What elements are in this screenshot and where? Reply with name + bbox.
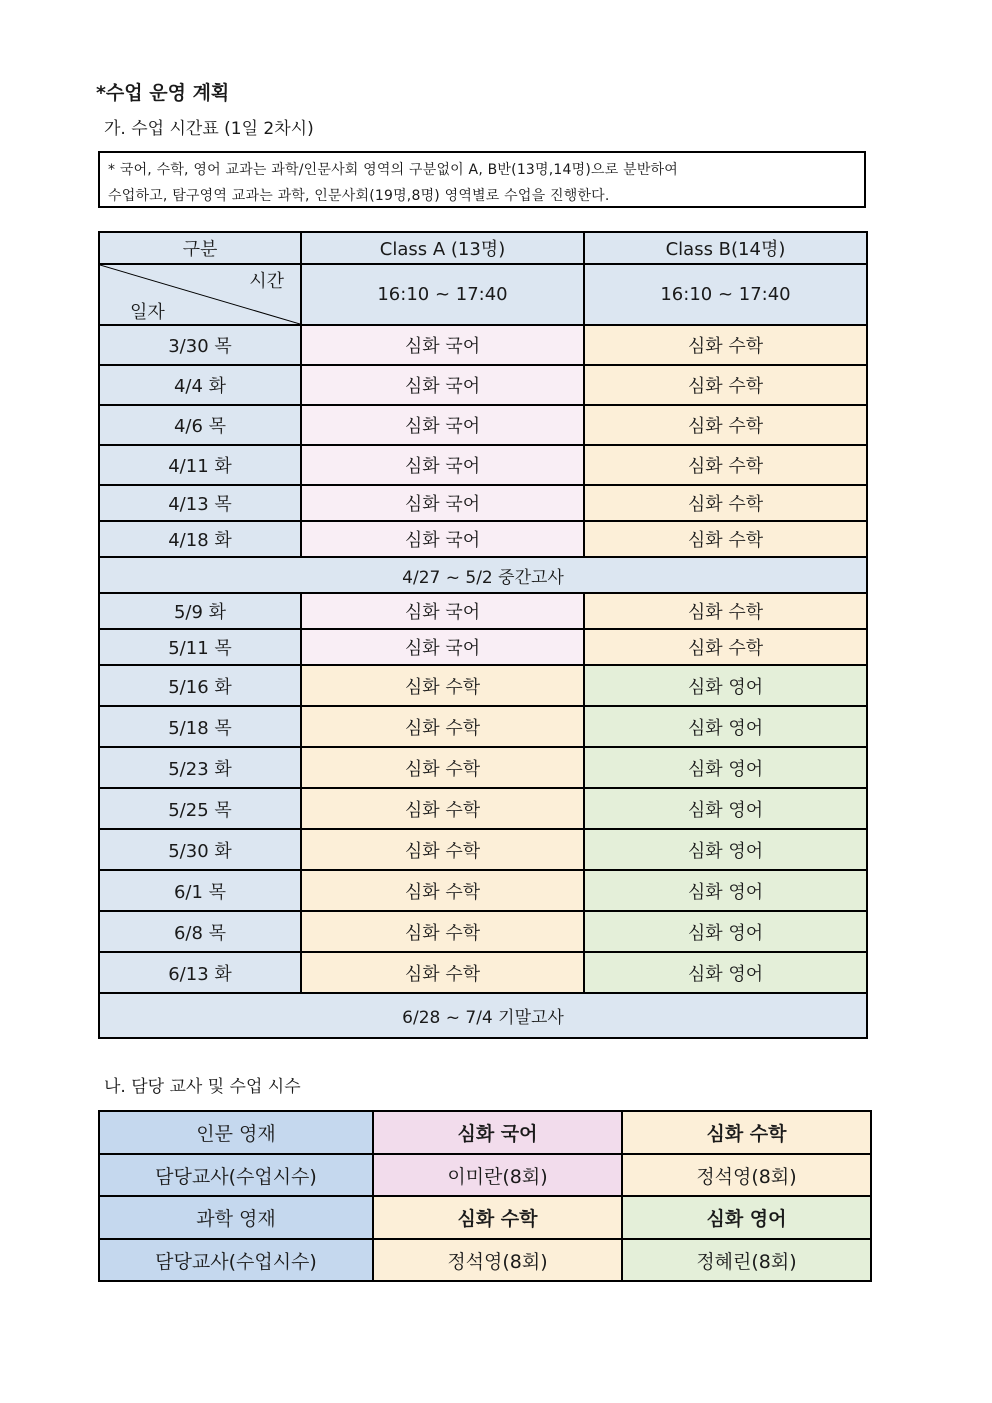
class-b-subject: 심화 영어 (584, 706, 867, 747)
class-a-subject: 심화 수학 (301, 706, 584, 747)
class-a-subject: 심화 수학 (301, 911, 584, 952)
date-cell: 5/18 목 (99, 706, 301, 747)
schedule-row (99, 365, 867, 405)
exam-period: 6/28 ~ 7/4 기말고사 (99, 993, 867, 1038)
class-b-subject: 심화 영어 (584, 747, 867, 788)
class-a-subject: 심화 국어 (301, 405, 584, 445)
class-b-subject: 심화 영어 (584, 952, 867, 993)
schedule-row (99, 706, 867, 747)
schedule-row (99, 629, 867, 665)
schedule-row (99, 788, 867, 829)
science-subject-1: 심화 수학 (373, 1196, 622, 1239)
date-cell: 4/18 화 (99, 521, 301, 557)
humanities-teacher-2: 정석영(8회) (622, 1154, 871, 1196)
exam-period: 4/27 ~ 5/2 중간고사 (99, 557, 867, 593)
class-b-subject: 심화 영어 (584, 665, 867, 706)
humanities-label: 인문 영재 (99, 1111, 373, 1154)
class-a-subject: 심화 수학 (301, 665, 584, 706)
header-class-b: Class B(14명) (584, 232, 867, 264)
class-b-subject: 심화 수학 (584, 629, 867, 665)
humanities-teacher-1: 이미란(8회) (373, 1154, 622, 1196)
class-b-subject: 심화 수학 (584, 593, 867, 629)
diag-time-label: 시간 (249, 271, 284, 292)
class-b-subject: 심화 영어 (584, 870, 867, 911)
humanities-teacher-label: 담당교사(수업시수) (99, 1154, 373, 1196)
class-a-subject: 심화 국어 (301, 445, 584, 485)
class-a-subject: 심화 국어 (301, 485, 584, 521)
schedule-row (99, 870, 867, 911)
date-cell: 5/9 화 (99, 593, 301, 629)
class-a-subject: 심화 국어 (301, 325, 584, 365)
schedule-row (99, 521, 867, 557)
class-b-subject: 심화 수학 (584, 521, 867, 557)
class-b-subject: 심화 영어 (584, 911, 867, 952)
humanities-subject-1: 심화 국어 (373, 1111, 622, 1154)
class-a-subject: 심화 국어 (301, 629, 584, 665)
time-class-b: 16:10 ~ 17:40 (584, 264, 867, 325)
schedule-row (99, 325, 867, 365)
schedule-row (99, 952, 867, 993)
diagonal-header-cell (99, 264, 301, 325)
diag-date-label: 일자 (130, 302, 165, 323)
schedule-row (99, 405, 867, 445)
time-class-a: 16:10 ~ 17:40 (301, 264, 584, 325)
date-cell: 5/16 화 (99, 665, 301, 706)
class-a-subject: 심화 수학 (301, 870, 584, 911)
note-box (98, 151, 866, 208)
date-cell: 6/8 목 (99, 911, 301, 952)
note-line-1: * 국어, 수학, 영어 교과는 과학/인문사회 영역의 구분없이 A, B반(13명,14명)으로 분반하여 (108, 162, 678, 178)
science-label: 과학 영재 (99, 1196, 373, 1239)
section-b-heading: 나. 담당 교사 및 수업 시수 (104, 1077, 301, 1097)
header-class-a: Class A (13명) (301, 232, 584, 264)
date-cell: 4/4 화 (99, 365, 301, 405)
date-cell: 4/11 화 (99, 445, 301, 485)
science-subject-2: 심화 영어 (622, 1196, 871, 1239)
class-b-subject: 심화 수학 (584, 445, 867, 485)
exam-row (99, 557, 867, 593)
date-cell: 6/13 화 (99, 952, 301, 993)
date-cell: 5/11 목 (99, 629, 301, 665)
class-a-subject: 심화 국어 (301, 521, 584, 557)
class-a-subject: 심화 수학 (301, 952, 584, 993)
science-teacher-1: 정석영(8회) (373, 1239, 622, 1281)
humanities-subject-2: 심화 수학 (622, 1111, 871, 1154)
science-teacher-label: 담당교사(수업시수) (99, 1239, 373, 1281)
schedule-row (99, 911, 867, 952)
class-b-subject: 심화 수학 (584, 485, 867, 521)
science-teacher-2: 정혜린(8회) (622, 1239, 871, 1281)
class-a-subject: 심화 수학 (301, 829, 584, 870)
class-b-subject: 심화 수학 (584, 405, 867, 445)
date-cell: 3/30 목 (99, 325, 301, 365)
date-cell: 4/13 목 (99, 485, 301, 521)
date-cell: 4/6 목 (99, 405, 301, 445)
class-b-subject: 심화 수학 (584, 325, 867, 365)
schedule-row (99, 665, 867, 706)
class-a-subject: 심화 국어 (301, 593, 584, 629)
date-cell: 6/1 목 (99, 870, 301, 911)
schedule-row (99, 485, 867, 521)
schedule-table (98, 231, 868, 1039)
schedule-row (99, 445, 867, 485)
class-b-subject: 심화 영어 (584, 788, 867, 829)
schedule-row (99, 593, 867, 629)
page-title: *수업 운영 계획 (96, 82, 230, 104)
class-b-subject: 심화 영어 (584, 829, 867, 870)
class-b-subject: 심화 수학 (584, 365, 867, 405)
exam-row (99, 993, 867, 1038)
teachers-table (98, 1110, 872, 1282)
class-a-subject: 심화 수학 (301, 747, 584, 788)
note-line-2: 수업하고, 탐구영역 교과는 과학, 인문사회(19명,8명) 영역별로 수업을 진행한다. (108, 188, 610, 204)
schedule-row (99, 829, 867, 870)
date-cell: 5/23 화 (99, 747, 301, 788)
header-gubun: 구분 (99, 232, 301, 264)
class-a-subject: 심화 국어 (301, 365, 584, 405)
class-a-subject: 심화 수학 (301, 788, 584, 829)
section-a-heading: 가. 수업 시간표 (1일 2차시) (104, 119, 314, 139)
date-cell: 5/25 목 (99, 788, 301, 829)
date-cell: 5/30 화 (99, 829, 301, 870)
schedule-row (99, 747, 867, 788)
